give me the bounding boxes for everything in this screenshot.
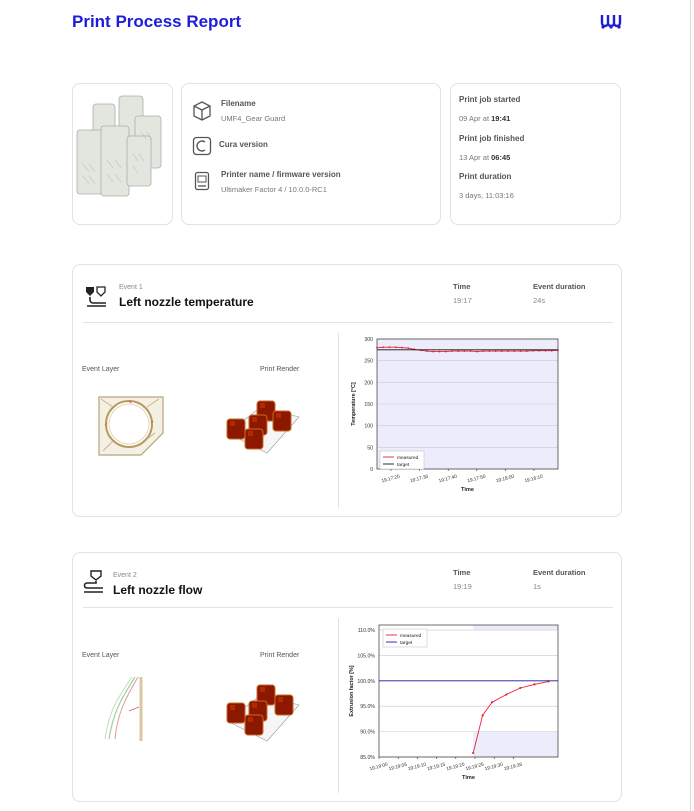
- x-tick-label: 19:17:40: [438, 474, 458, 485]
- event-duration-value: 1s: [533, 582, 541, 591]
- print-render-image: [223, 393, 303, 459]
- cura-icon: [192, 136, 212, 156]
- event-card-1: [72, 264, 622, 517]
- data-point: [488, 350, 490, 352]
- divider: [338, 333, 339, 508]
- data-point: [501, 350, 503, 352]
- x-tick-label: 19:18:00: [495, 474, 515, 485]
- data-point: [445, 351, 447, 353]
- print-started-value: 09 Apr at 19:41: [459, 114, 511, 123]
- printer-name-label: Printer name / firmware version: [221, 170, 341, 179]
- y-tick-label: 100: [364, 423, 373, 430]
- flow-chart: [345, 621, 593, 793]
- y-tick-label: 150: [364, 402, 373, 408]
- event-time-value: 19:17: [453, 296, 472, 305]
- data-point: [426, 350, 428, 352]
- data-point: [495, 350, 497, 352]
- event-card-2: [72, 552, 622, 802]
- x-tick-label: 19:17:30: [409, 474, 430, 485]
- print-time-card: [450, 83, 621, 225]
- data-point: [401, 347, 403, 349]
- x-tick-label: 19:19:15: [426, 762, 447, 773]
- data-point: [407, 347, 409, 349]
- x-tick-label: 19:18:10: [524, 474, 544, 485]
- x-tick-label: 19:19:00: [369, 762, 389, 773]
- data-point: [382, 346, 384, 348]
- y-tick-label: 105.0%: [357, 653, 375, 660]
- print-render-image: [223, 681, 303, 747]
- data-point: [505, 693, 507, 695]
- event-duration-value: 24s: [533, 296, 546, 305]
- data-point: [491, 701, 493, 703]
- cube-icon: [192, 100, 212, 122]
- x-tick-label: 19:19:30: [484, 762, 504, 773]
- x-axis-label: Time: [461, 487, 474, 493]
- y-axis-label: Temperature [°C]: [351, 382, 357, 426]
- data-point: [507, 350, 509, 352]
- print-duration-value: 3 days, 11:03:16: [459, 191, 514, 200]
- printer-name-value: Ultimaker Factor 4 / 10.0.0-RC1: [221, 185, 327, 194]
- event-duration-label: Event duration: [533, 282, 586, 291]
- y-tick-label: 85.0%: [360, 755, 375, 761]
- y-tick-label: 50: [367, 445, 373, 452]
- event-title: Left nozzle flow: [113, 583, 203, 597]
- x-tick-label: 19:19:35: [503, 762, 523, 773]
- divider: [338, 618, 339, 793]
- temperature-chart: [345, 335, 593, 505]
- x-tick-label: 19:19:20: [445, 762, 466, 773]
- y-tick-label: 200: [364, 380, 373, 387]
- y-axis-label: Extrusion factor [%]: [349, 665, 355, 717]
- tolerance-band: [473, 625, 558, 630]
- report-title: Print Process Report: [72, 12, 242, 31]
- data-point: [395, 346, 397, 348]
- data-point: [476, 351, 478, 353]
- y-tick-label: 110.0%: [357, 628, 375, 635]
- y-tick-label: 300: [364, 337, 373, 343]
- x-tick-label: 19:19:10: [407, 762, 427, 773]
- legend-label: target: [397, 463, 410, 468]
- legend-label: target: [400, 641, 413, 646]
- data-point: [533, 683, 535, 685]
- data-point: [451, 350, 453, 352]
- y-tick-label: 90.0%: [360, 729, 375, 736]
- event-number: Event 2: [113, 572, 137, 579]
- x-tick-label: 19:17:50: [466, 474, 487, 485]
- event-title: Left nozzle temperature: [119, 295, 254, 309]
- cura-version-label: Cura version: [219, 140, 268, 149]
- divider: [83, 607, 613, 608]
- print-render-label: Print Render: [260, 366, 300, 373]
- tolerance-band: [473, 732, 558, 757]
- printer-icon: [194, 171, 210, 191]
- nozzle-temperature-icon: [84, 285, 110, 311]
- data-point: [463, 350, 465, 352]
- brand-logo-icon: [600, 13, 622, 29]
- data-point: [482, 714, 484, 716]
- filename-value: UMF4_Gear Guard: [221, 114, 286, 123]
- y-tick-label: 250: [364, 358, 373, 365]
- event-layer-image: [103, 677, 145, 741]
- nozzle-flow-icon: [81, 569, 107, 595]
- y-tick-label: 0: [370, 467, 373, 473]
- event-time-label: Time: [453, 568, 471, 577]
- event-time-value: 19:19: [453, 582, 472, 591]
- x-tick-label: 19:19:05: [388, 762, 408, 773]
- print-started-label: Print job started: [459, 95, 521, 104]
- data-point: [457, 350, 459, 352]
- file-info-card: [181, 83, 441, 225]
- divider: [83, 322, 613, 323]
- event-layer-image: [95, 393, 167, 457]
- legend-label: measured: [397, 456, 419, 461]
- filename-label: Filename: [221, 99, 256, 108]
- event-layer-label: Event Layer: [82, 366, 120, 373]
- print-duration-label: Print duration: [459, 172, 512, 181]
- print-finished-value: 13 Apr at 06:45: [459, 153, 511, 162]
- x-tick-label: 19:19:25: [465, 762, 485, 773]
- data-point: [470, 350, 472, 352]
- data-point: [376, 347, 378, 349]
- data-point: [526, 350, 528, 352]
- data-point: [520, 350, 522, 352]
- event-duration-label: Event duration: [533, 568, 586, 577]
- event-layer-label: Event Layer: [82, 652, 120, 659]
- print-finished-label: Print job finished: [459, 134, 525, 143]
- data-point: [439, 351, 441, 353]
- data-point: [482, 350, 484, 352]
- x-axis-label: Time: [462, 775, 475, 781]
- legend-label: measured: [400, 634, 422, 639]
- data-point: [389, 346, 391, 348]
- data-point: [472, 752, 474, 754]
- y-tick-label: 100.0%: [357, 678, 375, 685]
- data-point: [513, 350, 515, 352]
- x-tick-label: 19:17:20: [381, 474, 401, 485]
- event-time-label: Time: [453, 282, 471, 291]
- model-thumbnail-card: [72, 83, 173, 225]
- data-point: [432, 351, 434, 353]
- event-number: Event 1: [119, 284, 143, 291]
- print-render-label: Print Render: [260, 652, 300, 659]
- model-thumbnail: [73, 84, 173, 224]
- data-point: [519, 687, 521, 689]
- y-tick-label: 95.0%: [360, 704, 375, 711]
